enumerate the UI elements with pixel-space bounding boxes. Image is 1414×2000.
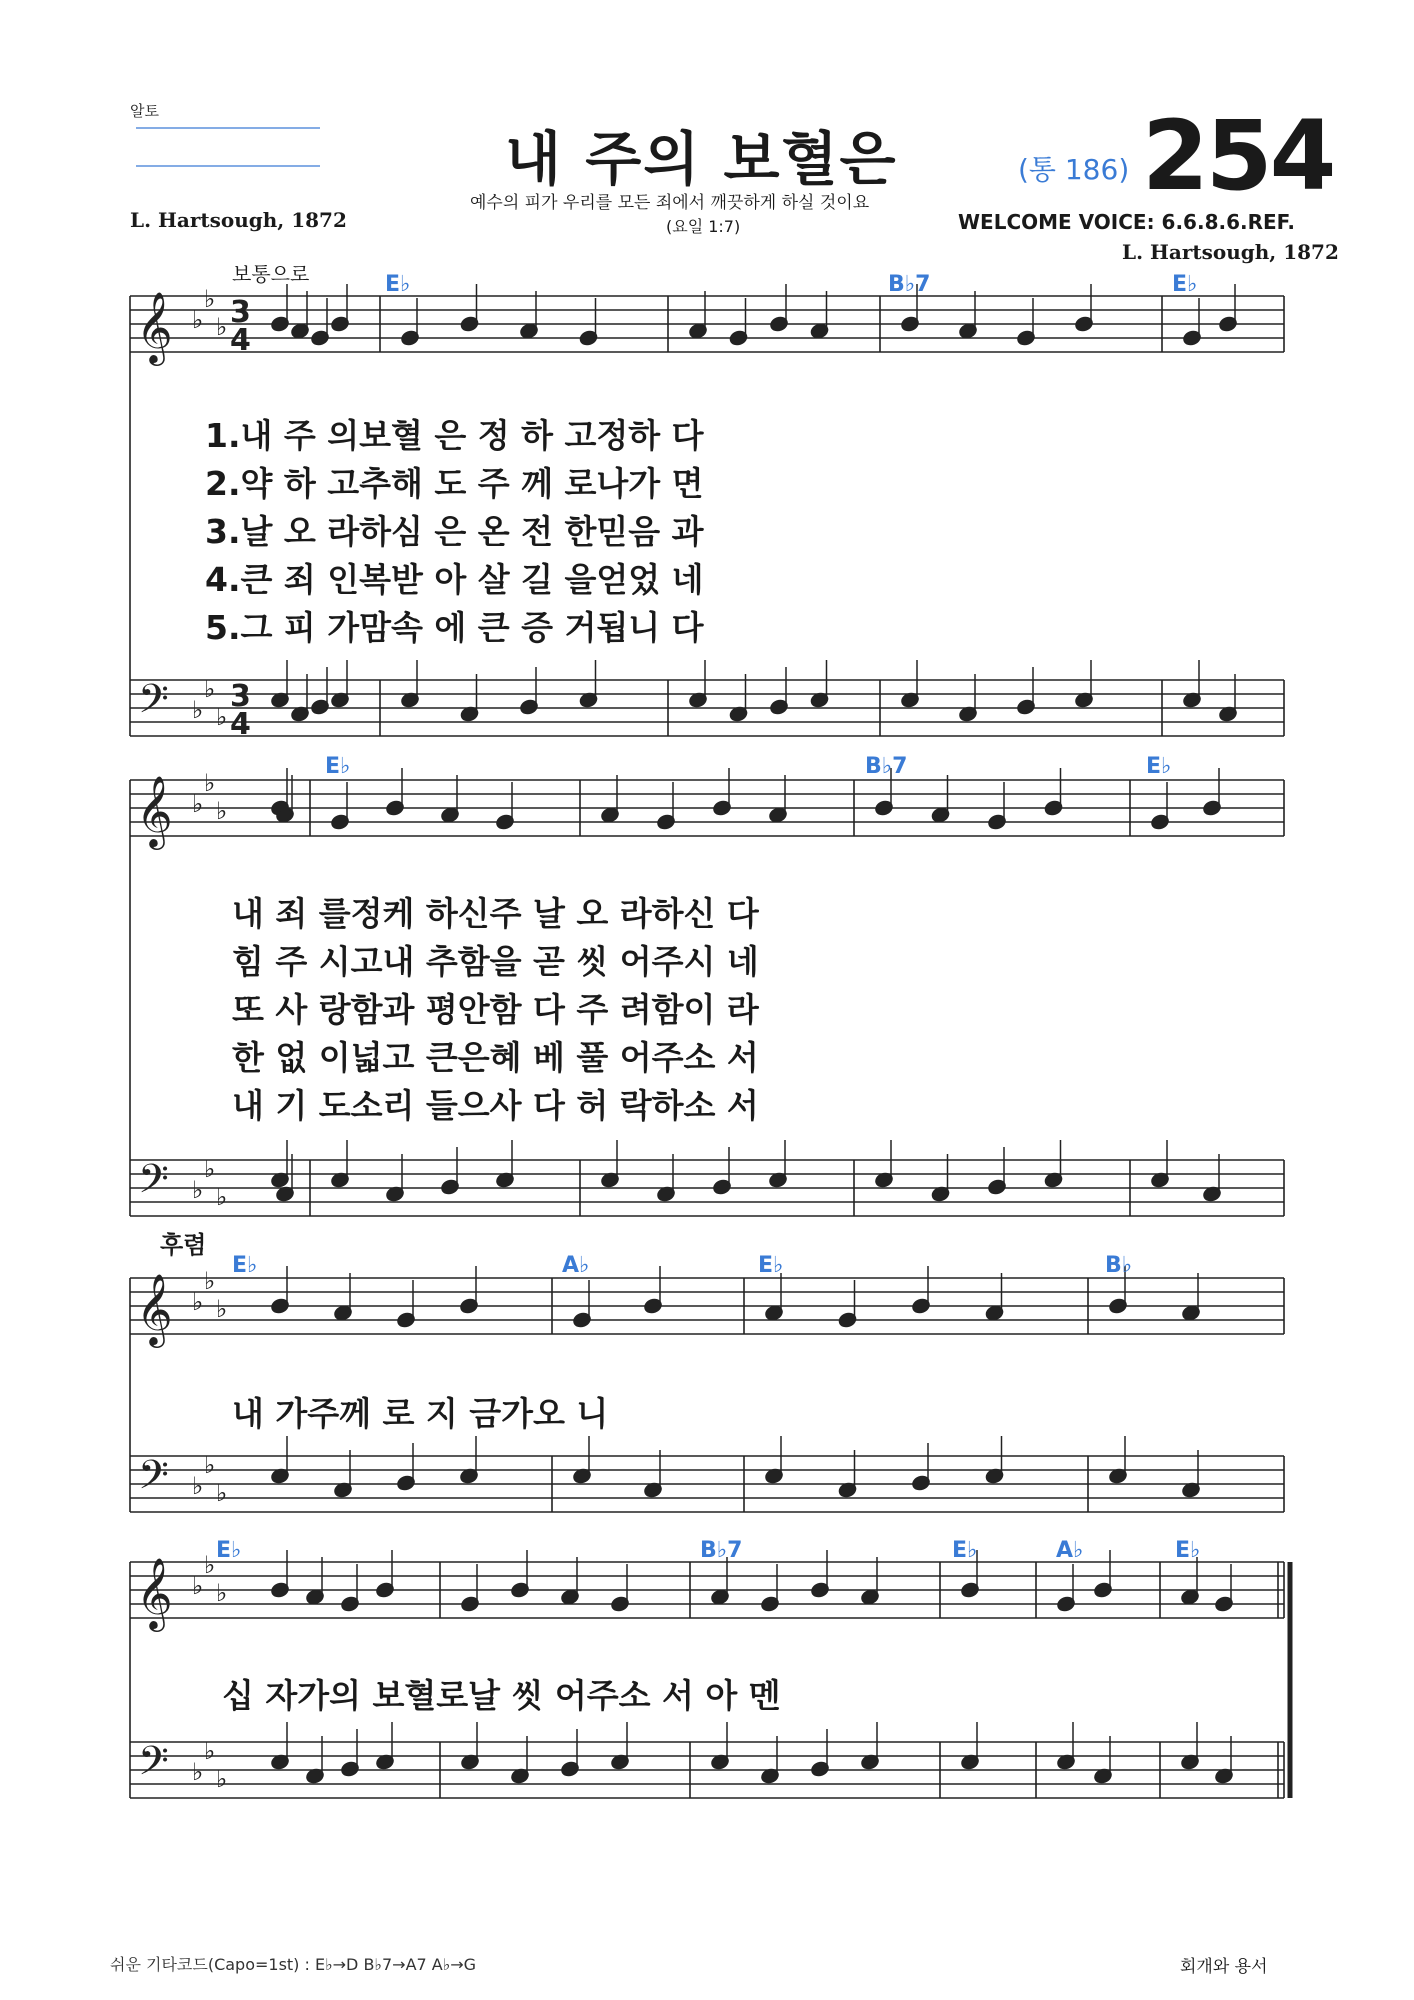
flat-sign: ♭ [216, 1183, 228, 1211]
lyric-line-verse-3: 3.날 오 라하심 은 온 전 한믿음 과 [205, 512, 704, 551]
treble-clef: 𝄞 [136, 774, 173, 847]
scripture-reference: (요일 1:7) [666, 217, 741, 236]
flat-sign: ♭ [204, 1451, 216, 1479]
flat-sign: ♭ [216, 703, 228, 731]
flat-sign: ♭ [192, 790, 204, 818]
lyric-line-verse-2: 2.약 하 고추해 도 주 께 로나가 면 [205, 464, 704, 503]
flat-sign: ♭ [216, 1579, 228, 1607]
tune-name: WELCOME VOICE: 6.6.8.6.REF. [958, 210, 1295, 234]
flat-sign: ♭ [204, 1267, 216, 1295]
lyric-line-verse-2: 힘 주 시고내 추함을 곧 씻 어주시 네 [232, 942, 759, 981]
flat-sign: ♭ [216, 1765, 228, 1793]
flat-sign: ♭ [204, 769, 216, 797]
flat-sign: ♭ [192, 696, 204, 724]
flat-sign: ♭ [204, 285, 216, 313]
lyric-line-refrain-2: 십 자가의 보혈로날 씻 어주소 서 아 멘 [222, 1676, 781, 1715]
bass-clef: 𝄢 [138, 676, 169, 732]
flat-sign: ♭ [204, 1737, 216, 1765]
flat-sign: ♭ [204, 675, 216, 703]
lyric-line-verse-1: 1.내 주 의보혈 은 정 하 고정하 다 [205, 416, 704, 455]
flat-sign: ♭ [192, 1176, 204, 1204]
chord-symbol: B♭7 [888, 272, 931, 297]
refrain-label: 후렴 [160, 1231, 207, 1259]
lyric-line-verse-1: 내 죄 를정케 하신주 날 오 라하신 다 [232, 894, 759, 933]
lyric-line-verse-4: 4.큰 죄 인복받 아 살 길 을얻었 네 [205, 560, 704, 599]
flat-sign: ♭ [204, 1155, 216, 1183]
bass-clef: 𝄢 [138, 1738, 169, 1794]
tempo-marking: 보통으로 [232, 262, 310, 286]
treble-clef: 𝄞 [136, 1556, 173, 1629]
composer: L. Hartsough, 1872 [1122, 240, 1339, 264]
chord-symbol: E♭ [216, 1538, 242, 1563]
chord-symbol: B♭7 [700, 1538, 743, 1563]
hymn-subtitle: 예수의 피가 우리를 모든 죄에서 깨끗하게 하실 것이요 [470, 193, 870, 213]
chord-symbol: E♭ [1172, 272, 1198, 297]
chord-symbol: A♭ [1056, 1538, 1084, 1563]
chord-symbol: E♭ [952, 1538, 978, 1563]
chord-symbol: A♭ [562, 1253, 590, 1278]
chord-symbol: E♭ [325, 754, 351, 779]
lyric-line-verse-3: 또 사 랑함과 평안함 다 주 려함이 라 [232, 990, 759, 1029]
chord-symbol: E♭ [758, 1253, 784, 1278]
treble-clef: 𝄞 [136, 1272, 173, 1345]
time-signature: 3 [230, 679, 251, 714]
treble-clef: 𝄞 [136, 290, 173, 363]
lyric-line-refrain-1: 내 가주께 로 지 금가오 니 [232, 1394, 609, 1433]
time-signature: 4 [230, 707, 251, 742]
time-signature: 4 [230, 323, 251, 358]
chord-symbol: E♭ [232, 1253, 258, 1278]
lyricist: L. Hartsough, 1872 [130, 208, 347, 232]
flat-sign: ♭ [192, 1288, 204, 1316]
chord-symbol: E♭ [1146, 754, 1172, 779]
flat-sign: ♭ [192, 306, 204, 334]
hymn-number: 254 [1142, 100, 1334, 212]
flat-sign: ♭ [216, 797, 228, 825]
flat-sign: ♭ [204, 1551, 216, 1579]
lyric-line-verse-4: 한 없 이넓고 큰은혜 베 풀 어주소 서 [232, 1038, 759, 1077]
flat-sign: ♭ [216, 313, 228, 341]
flat-sign: ♭ [192, 1758, 204, 1786]
flat-sign: ♭ [216, 1295, 228, 1323]
flat-sign: ♭ [192, 1472, 204, 1500]
flat-sign: ♭ [192, 1572, 204, 1600]
alto-label: 알토 [130, 102, 159, 120]
chord-symbol: E♭ [385, 272, 411, 297]
hymn-category: 회개와 용서 [1180, 1957, 1268, 1977]
flat-sign: ♭ [216, 1479, 228, 1507]
bass-clef: 𝄢 [138, 1452, 169, 1508]
bass-clef: 𝄢 [138, 1156, 169, 1212]
guitar-chord-note: 쉬운 기타코드(Capo=1st) : E♭→D B♭7→A7 A♭→G [110, 1955, 477, 1974]
chord-symbol: B♭7 [865, 754, 908, 779]
chord-symbol: B♭ [1105, 1253, 1133, 1278]
time-signature: 3 [230, 295, 251, 330]
tong-number: (통 186) [1018, 153, 1130, 186]
chord-symbol: E♭ [1175, 1538, 1201, 1563]
lyric-line-verse-5: 내 기 도소리 들으사 다 허 락하소 서 [232, 1086, 759, 1125]
lyric-line-verse-5: 5.그 피 가맘속 에 큰 증 거됩니 다 [205, 608, 704, 647]
hymn-title: 내 주의 보혈은 [505, 125, 898, 193]
